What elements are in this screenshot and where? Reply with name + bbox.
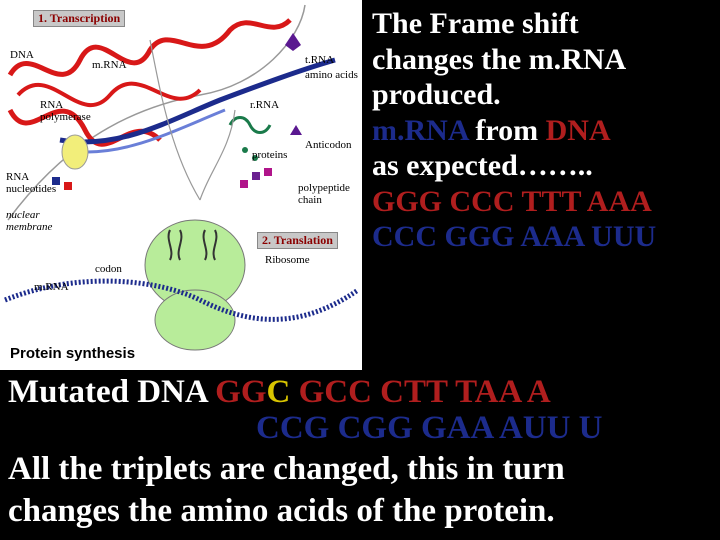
- text-line-2: changes the m.RNA: [372, 42, 627, 76]
- label-ribosome: Ribosome: [265, 254, 310, 266]
- trna-shape: [290, 125, 302, 135]
- mutated-seq-start: GG: [215, 374, 267, 410]
- label-rna-nucleotides-1: RNA: [6, 171, 30, 183]
- diagram-title: Protein synthesis: [10, 345, 136, 362]
- mutated-inserted-base: C: [266, 374, 291, 410]
- label-rna-polymerase-1: RNA: [40, 99, 64, 111]
- mutated-dna-line: [8, 372, 551, 412]
- dna-sequence: GGG CCC TTT AAA: [372, 184, 652, 218]
- rrna-shape: [230, 118, 270, 133]
- protein-dot: [242, 147, 248, 153]
- amino-acid: [264, 168, 272, 176]
- label-amino-acids: amino acids: [305, 69, 358, 81]
- label-rna-nucleotides-2: nucleotides: [6, 183, 57, 195]
- text-line-5: as expected……..: [372, 149, 593, 182]
- label-dna: DNA: [10, 49, 34, 61]
- label-nuclear-membrane-1: nuclear: [6, 209, 40, 221]
- mutated-rna-line: CCG CGG GAA AUU U: [256, 410, 603, 446]
- rna-sequence: CCC GGG AAA UUU: [372, 220, 657, 253]
- label-nuclear-membrane-2: membrane: [6, 221, 53, 233]
- mrna-word: m.RNA: [372, 113, 468, 147]
- conclusion-text: [8, 448, 565, 532]
- label-rrna: r.RNA: [250, 99, 280, 111]
- label-mrna-top: m.RNA: [92, 59, 127, 71]
- label-proteins: proteins: [252, 149, 288, 161]
- label-anticodon: Anticodon: [305, 139, 352, 151]
- text-line-3: produced.: [372, 78, 501, 111]
- explanation-text: [372, 6, 720, 255]
- label-codon: codon: [95, 263, 122, 275]
- conclusion-line-2: changes the amino acids of the protein.: [8, 493, 555, 529]
- ribosome-small-subunit: [155, 290, 235, 350]
- nucleotide: [64, 182, 72, 190]
- amino-acid: [240, 180, 248, 188]
- label-polypeptide-2: chain: [298, 194, 322, 206]
- amino-acid: [252, 172, 260, 180]
- rna-polymerase-shape: [62, 135, 88, 169]
- protein-synthesis-diagram: [0, 0, 362, 370]
- label-polypeptide-1: polypeptide: [298, 182, 350, 194]
- mutated-label: Mutated DNA: [8, 374, 216, 410]
- mutated-seq-rest: GCC CTT TAA A: [290, 374, 551, 410]
- dna-word: DNA: [545, 113, 611, 147]
- label-trna: t.RNA: [305, 54, 335, 66]
- text-line-1: The Frame shift: [372, 7, 579, 40]
- label-rna-polymerase-2: polymerase: [40, 111, 91, 123]
- trna-shape: [285, 33, 301, 51]
- from-word: from: [467, 113, 546, 147]
- step-transcription-label: 1. Transcription: [33, 10, 125, 27]
- conclusion-line-1: All the triplets are changed, this in turn: [8, 451, 565, 487]
- step-translation-label: 2. Translation: [257, 232, 338, 249]
- label-mrna-bottom: m.RNA: [34, 281, 69, 293]
- text-line-4: [372, 113, 720, 149]
- dna-helix-strand: [10, 20, 290, 75]
